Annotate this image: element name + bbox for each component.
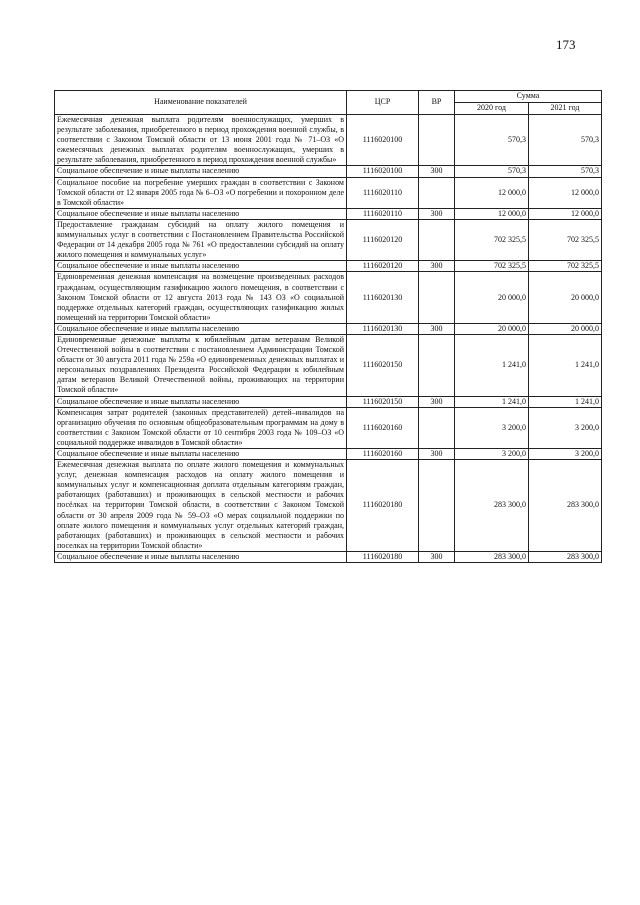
header-csr: ЦСР bbox=[347, 91, 419, 115]
row-name: Социальное обеспечение и иные выплаты населению bbox=[55, 208, 347, 219]
table-row-total bbox=[55, 396, 602, 407]
table-row-total bbox=[55, 166, 602, 177]
row-name: Социальное обеспечение и иные выплаты населению bbox=[55, 261, 347, 272]
row-2020: 570,3 bbox=[455, 115, 529, 166]
header-2021: 2021 год bbox=[529, 103, 602, 115]
table-row-total bbox=[55, 449, 602, 460]
row-name: Социальное обеспечение и иные выплаты населению bbox=[55, 551, 347, 562]
page-number: 173 bbox=[556, 37, 576, 52]
row-csr: 1116020150 bbox=[347, 334, 419, 396]
table-row bbox=[55, 115, 602, 166]
row-2021: 702 325,5 bbox=[529, 261, 602, 272]
row-name: Социальное обеспечение и иные выплаты населению bbox=[55, 449, 347, 460]
row-name: Социальное обеспечение и иные выплаты населению bbox=[55, 166, 347, 177]
row-vr: 300 bbox=[419, 449, 455, 460]
row-2020: 283 300,0 bbox=[455, 460, 529, 552]
row-2021: 570,3 bbox=[529, 166, 602, 177]
row-2021: 12 000,0 bbox=[529, 208, 602, 219]
header-sum: Сумма bbox=[455, 91, 602, 103]
row-2020: 702 325,5 bbox=[455, 219, 529, 260]
table-row bbox=[55, 460, 602, 552]
row-csr: 1116020180 bbox=[347, 551, 419, 562]
row-vr bbox=[419, 460, 455, 552]
row-csr: 1116020100 bbox=[347, 166, 419, 177]
budget-table bbox=[54, 90, 602, 563]
row-csr: 1116020150 bbox=[347, 396, 419, 407]
row-2020: 1 241,0 bbox=[455, 396, 529, 407]
table-row-total bbox=[55, 323, 602, 334]
row-name: Компенсация затрат родителей (законных представителей) детей–инвалидов на организацию обучения по основным общеобразовательным программам на дому в соответствии с Законом Томской области от 10 сентября 2003 года № 109–ОЗ «О социальной поддержке инвалидов в Томской области» bbox=[55, 407, 347, 448]
row-name: Ежемесячная денежная выплата по оплате жилого помещения и коммунальных услуг, денежная компенсация расходов на оплату жилого помещения и коммунальных услуг и компенсационная доплата отдельным категориям граждан, работающих (работавших) и проживающих в сельской местности и рабочих посёлках на территории Томской области, в соответствии с Законом Томской области от 30 апреля 2009 года № 59–ОЗ «О мерах социальной поддержки по оплате жилого помещения и коммунальных услуг отдельных категорий граждан, работающих (работавших) и проживающих в сельской местности и рабочих поселках на территории Томской области» bbox=[55, 460, 347, 552]
row-2021: 1 241,0 bbox=[529, 334, 602, 396]
table-row bbox=[55, 219, 602, 260]
row-2020: 12 000,0 bbox=[455, 208, 529, 219]
row-csr: 1116020120 bbox=[347, 261, 419, 272]
row-2020: 702 325,5 bbox=[455, 261, 529, 272]
row-vr: 300 bbox=[419, 208, 455, 219]
table-row-total bbox=[55, 551, 602, 562]
row-vr bbox=[419, 334, 455, 396]
row-vr: 300 bbox=[419, 551, 455, 562]
header-vr: ВР bbox=[419, 91, 455, 115]
row-2020: 20 000,0 bbox=[455, 323, 529, 334]
row-2021: 283 300,0 bbox=[529, 551, 602, 562]
table-row bbox=[55, 407, 602, 448]
row-csr: 1116020130 bbox=[347, 272, 419, 323]
row-2021: 3 200,0 bbox=[529, 449, 602, 460]
row-csr: 1116020160 bbox=[347, 407, 419, 448]
row-vr bbox=[419, 219, 455, 260]
row-vr: 300 bbox=[419, 166, 455, 177]
row-2020: 283 300,0 bbox=[455, 551, 529, 562]
row-vr bbox=[419, 272, 455, 323]
row-name: Предоставление гражданам субсидий на оплату жилого помещения и коммунальных услуг в соответствии с Постановлением Правительства Российской Федерации от 14 декабря 2005 года № 761 «О предоставлении субсидий на оплату жилого помещения и коммунальных услуг» bbox=[55, 219, 347, 260]
header-2020: 2020 год bbox=[455, 103, 529, 115]
row-vr bbox=[419, 177, 455, 208]
row-2020: 20 000,0 bbox=[455, 272, 529, 323]
header-name: Наименование показателей bbox=[55, 91, 347, 115]
row-csr: 1116020110 bbox=[347, 208, 419, 219]
row-2020: 3 200,0 bbox=[455, 407, 529, 448]
row-csr: 1116020130 bbox=[347, 323, 419, 334]
row-name: Социальное пособие на погребение умерших граждан в соответствии с Законом Томской области от 12 января 2005 года № 6–ОЗ «О погребении и похоронном деле в Томской области» bbox=[55, 177, 347, 208]
row-name: Единовременные денежные выплаты к юбилейным датам ветеранам Великой Отечественной войны в соответствии с постановлением Администрации Томской области от 30 августа 2011 года № 259а «О единовременных денежных выплатах и персональных поздравлениях Президента Российской Федерации к юбилейным датам ветеранов Великой Отечественной войны, проживающих на территории Томской области» bbox=[55, 334, 347, 396]
row-2020: 1 241,0 bbox=[455, 334, 529, 396]
table-row bbox=[55, 177, 602, 208]
row-2020: 12 000,0 bbox=[455, 177, 529, 208]
row-2021: 12 000,0 bbox=[529, 177, 602, 208]
row-csr: 1116020180 bbox=[347, 460, 419, 552]
row-csr: 1116020100 bbox=[347, 115, 419, 166]
row-csr: 1116020160 bbox=[347, 449, 419, 460]
row-csr: 1116020120 bbox=[347, 219, 419, 260]
row-2021: 1 241,0 bbox=[529, 396, 602, 407]
row-vr bbox=[419, 115, 455, 166]
row-vr: 300 bbox=[419, 396, 455, 407]
row-vr bbox=[419, 407, 455, 448]
row-2021: 20 000,0 bbox=[529, 323, 602, 334]
table-row-total bbox=[55, 261, 602, 272]
row-vr: 300 bbox=[419, 323, 455, 334]
row-2021: 702 325,5 bbox=[529, 219, 602, 260]
row-2021: 20 000,0 bbox=[529, 272, 602, 323]
table-row-total bbox=[55, 208, 602, 219]
row-name: Социальное обеспечение и иные выплаты населению bbox=[55, 396, 347, 407]
table-row bbox=[55, 272, 602, 323]
row-2020: 570,3 bbox=[455, 166, 529, 177]
row-name: Единовременная денежная компенсация на возмещение произведенных расходов гражданам, осуществляющим газификацию жилого помещения, в соответствии с Законом Томской области от 12 августа 2013 года № 143 ОЗ «О социальной поддержке отдельных категорий граждан, осуществляющих газификацию жилых помещений на территории Томской области» bbox=[55, 272, 347, 323]
row-csr: 1116020110 bbox=[347, 177, 419, 208]
row-vr: 300 bbox=[419, 261, 455, 272]
table-row bbox=[55, 334, 602, 396]
row-name: Ежемесячная денежная выплата родителям военнослужащих, умерших в результате заболевания, приобретенного в период прохождения военной службы, в соответствии с Законом Томской области от 13 июня 2001 года № 71–ОЗ «О ежемесячных денежных выплатах родителям военнослужащих, умерших в результате заболевания, приобретенного в период прохождения военной службы» bbox=[55, 115, 347, 166]
row-2020: 3 200,0 bbox=[455, 449, 529, 460]
row-2021: 570,3 bbox=[529, 115, 602, 166]
row-name: Социальное обеспечение и иные выплаты населению bbox=[55, 323, 347, 334]
row-2021: 3 200,0 bbox=[529, 407, 602, 448]
row-2021: 283 300,0 bbox=[529, 460, 602, 552]
